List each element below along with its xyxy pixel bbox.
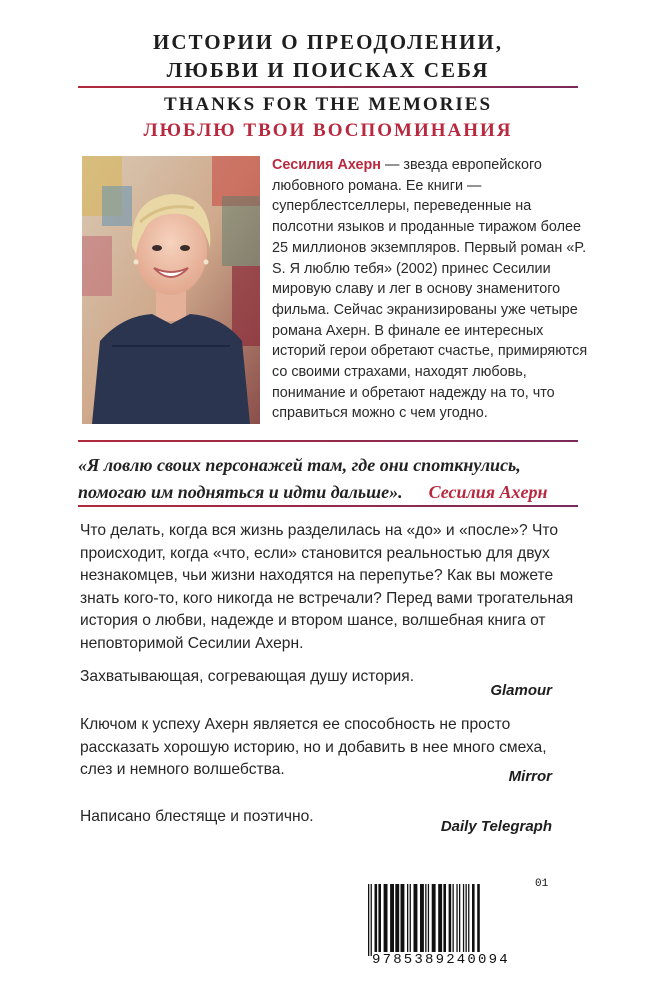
- review-1-source: Glamour: [490, 682, 552, 699]
- review-2-text: Ключом к успеху Ахерн является ее способность не просто рассказать хорошую историю, но и добавить в нее много смеха, слез и немного волшебства.: [80, 716, 547, 778]
- review-3-source: Daily Telegraph: [440, 818, 552, 835]
- barcode-bar: [449, 884, 452, 956]
- barcode-bar: [432, 884, 436, 956]
- barcode-bar: [371, 884, 372, 956]
- series-line-1: ИСТОРИИ О ПРЕОДОЛЕНИИ,: [153, 30, 503, 54]
- barcode-bar: [472, 884, 475, 956]
- author-quote: [78, 452, 578, 506]
- barcode-bar: [414, 884, 418, 956]
- barcode-bar: [407, 884, 408, 956]
- quote-text: «Я ловлю своих персонажей там, где они споткнулись, помогаю им подняться и идти дальше».: [78, 455, 521, 502]
- review-2-source: Mirror: [508, 768, 552, 785]
- barcode-bar: [463, 884, 464, 956]
- title-english: THANKS FOR THE MEMORIES: [163, 94, 493, 115]
- author-bio: [272, 155, 592, 424]
- barcode-bar: [395, 884, 399, 956]
- review-1-text: Захватывающая, согревающая душу история.: [80, 668, 415, 685]
- quote-divider-top: [78, 440, 578, 442]
- barcode-bar: [438, 884, 442, 956]
- bio-text: — звезда европейского любовного романа. Ее книги — суперблестселлеры, переведенные на полсотни языков и проданные тиражом более 25 миллионов экземпляров. Первый роман «P. S. Я люблю тебя» (2002) принес Сесилии мировую славу и лег в основу знаменитого фильма. Сейчас экранизированы уже четыре романа Ахерн. В финале ее интересных историй герои обретают счастье, примиряются со своими страхами, находят любовь, понимание и обретают надежду на то, что справиться можно с чем угодно.: [272, 157, 588, 422]
- barcode-bar: [443, 884, 446, 956]
- barcode-bar: [428, 884, 429, 956]
- barcode-digits: 9785389240094: [372, 952, 542, 968]
- review-3-text: Написано блестяще и поэтично.: [80, 808, 314, 825]
- divider-top: [78, 86, 578, 88]
- barcode-bar: [375, 884, 378, 956]
- barcode-bar: [425, 884, 426, 956]
- barcode-bar: [384, 884, 388, 956]
- quote-divider-bottom: [78, 505, 578, 507]
- quote-author: Сесилия Ахерн: [428, 482, 548, 502]
- author-photo: [82, 156, 260, 424]
- barcode-bar: [410, 884, 411, 956]
- barcode-bars: [366, 884, 536, 956]
- barcode-bar: [466, 884, 467, 956]
- barcode-bar: [477, 884, 480, 956]
- barcode-bar: [459, 884, 460, 956]
- barcode-bar: [468, 884, 469, 956]
- barcode-bar: [456, 884, 457, 956]
- bio-author-name: Сесилия Ахерн: [272, 157, 381, 173]
- barcode-bar: [368, 884, 369, 956]
- barcode-bar: [453, 884, 454, 956]
- book-description: Что делать, когда вся жизнь разделилась на «до» и «после»? Что происходит, когда «что, если» становится реальностью для двух незнакомцев, чьи жизни находятся на перепутье? Как вы можете знать кого-то, кого никогда не встречали? Перед вами трогательная история о любви, надежде и втором шансе, волшебная книга от неповторимой Сесилии Ахерн.: [80, 522, 574, 652]
- series-heading: [0, 28, 656, 84]
- barcode-bar: [378, 884, 381, 956]
- barcode-bar: [390, 884, 394, 956]
- series-line-2: ЛЮБВИ И ПОИСКАХ СЕБЯ: [166, 58, 490, 82]
- barcode-bar: [420, 884, 424, 956]
- barcode-addon: 01: [535, 878, 549, 890]
- barcode-bar: [401, 884, 405, 956]
- barcode: [358, 878, 550, 992]
- title-russian: ЛЮБЛЮ ТВОИ ВОСПОМИНАНИЯ: [143, 120, 513, 141]
